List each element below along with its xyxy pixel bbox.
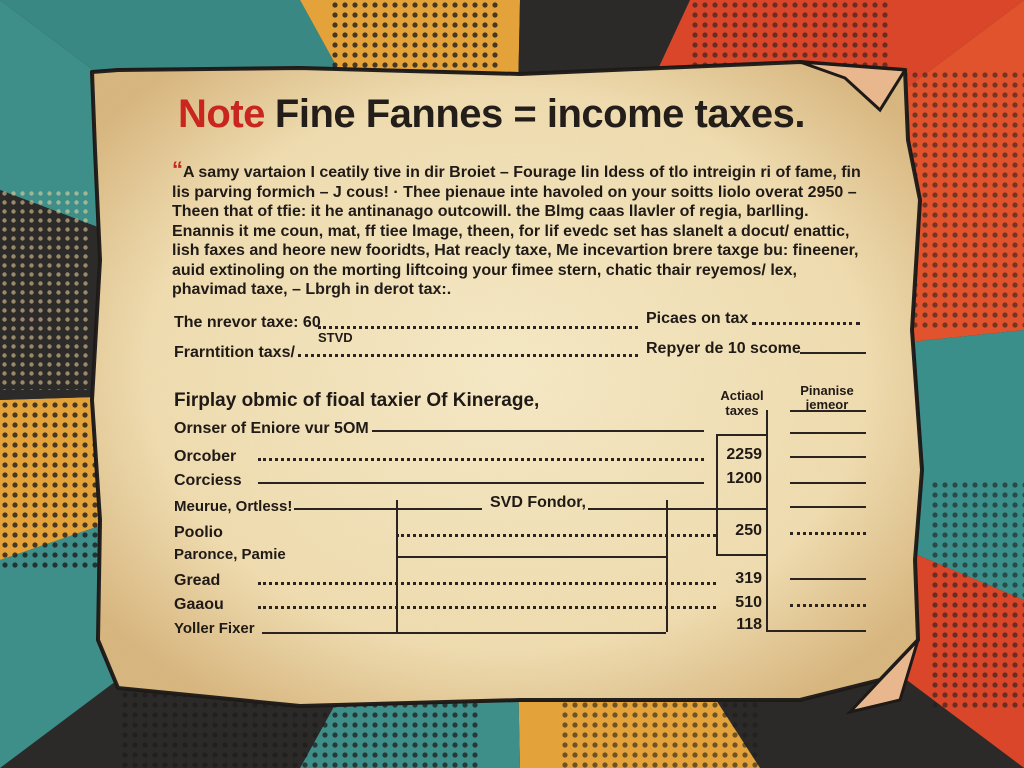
row1-right-label: Picaes on tax xyxy=(646,310,749,327)
table-row-finance-line-0 xyxy=(790,432,866,434)
row1-left-label: The nrevor taxe: 60 xyxy=(174,314,321,331)
table-row-finance-leader-7 xyxy=(790,604,866,607)
table-row-label-3: Meurue, Ortless! xyxy=(174,498,293,515)
table-row-leader-1 xyxy=(258,458,704,461)
table-row-value-4: 250 xyxy=(735,522,762,539)
table-row-label-5: Paronce, Pamie xyxy=(174,546,286,563)
table-row-label-1: Orcober xyxy=(174,448,237,465)
actual-col-bottom-border xyxy=(716,554,766,556)
col-finance-underline xyxy=(790,410,866,412)
page-title xyxy=(178,92,878,148)
row2-leader xyxy=(298,354,638,357)
col-actual-taxes: Actiaol taxes xyxy=(720,388,764,418)
table-row-line-0 xyxy=(372,430,704,432)
table-row-line-2 xyxy=(258,482,704,484)
table-row-leader-7 xyxy=(258,606,716,609)
paragraph-text: A samy vartaion I ceatily tive in dir Broiet – Fourage lin ldess of tlo intreigin ri of fame, fin lis parving formich – J cous! · Thee pienaue inte havoled on your soitts liolo overat 2950 – Theen that of tfie: it he antinanago outcowill. the Blmg caas llavler of regia, barlling. Enannis it me coun, mat, ff tiee lmage, theen, for lif evedc set has slanelt a docut/ enattic, lish faxes and heore new fooridts, Hat reacly taxe, Me incevartion brere taxge bu: fineener, auid extinoling on the morting liftcoing your fimee stern, chatic thair reyemos/ lex, phavimad taxe, – Lbrgh in derot tax:. xyxy=(172,164,861,298)
table-row-value-8: 118 xyxy=(736,616,762,633)
table-row-label-0: Ornser of Eniore vur 5OM xyxy=(174,420,369,437)
table-row-label-7: Gaaou xyxy=(174,596,224,613)
intro-paragraph xyxy=(172,157,862,298)
mid-label: SVD Fondor, xyxy=(490,494,586,511)
table-row-finance-line-2 xyxy=(790,482,866,484)
table-row-finance-leader-4 xyxy=(790,532,866,535)
quote-mark: “ xyxy=(172,157,183,182)
table-row-line-3b xyxy=(588,508,766,510)
table-row-finance-line-6 xyxy=(790,578,866,580)
actual-col-top-border xyxy=(716,434,766,436)
table-heading: Firplay obmic of fioal taxier Of Kinerage, xyxy=(174,390,540,411)
table-row-label-2: Corciess xyxy=(174,472,242,489)
mid-col-right-border xyxy=(666,500,668,632)
table-row-leader-6 xyxy=(258,582,716,585)
table-row-value-2: 1200 xyxy=(726,470,762,487)
actual-col-right-border xyxy=(766,410,768,630)
table-row-value-6: 319 xyxy=(735,570,762,587)
table-row-label-4: Poolio xyxy=(174,524,223,541)
row2-right-line xyxy=(800,352,866,354)
row2-right-label: Repyer de 10 scome xyxy=(646,340,801,357)
table-row-line-8 xyxy=(262,632,666,634)
table-row-line-5 xyxy=(396,556,666,558)
table-row-label-8: Yoller Fixer xyxy=(174,620,255,637)
table-row-label-6: Gread xyxy=(174,572,221,589)
row2-left-label: Frarntition taxs/ xyxy=(174,344,295,361)
table-row-line-3a xyxy=(294,508,482,510)
table-row-finance-line-3 xyxy=(790,506,866,508)
row1-right-leader xyxy=(752,322,860,325)
table-row-finance-line-8 xyxy=(766,630,866,632)
mid-col-left-border xyxy=(396,500,398,632)
row1-leader xyxy=(318,326,638,329)
col-finance: Pinanise jemeor xyxy=(800,383,854,412)
title-main: Fine Fannes = income taxes. xyxy=(274,92,805,136)
stvd-label: STVD xyxy=(318,330,353,345)
table-row-finance-line-1 xyxy=(790,456,866,458)
title-note: Note xyxy=(178,92,265,136)
table-row-value-1: 2259 xyxy=(726,446,762,463)
table-row-value-7: 510 xyxy=(735,594,762,611)
table-row-leader-4 xyxy=(396,534,716,537)
